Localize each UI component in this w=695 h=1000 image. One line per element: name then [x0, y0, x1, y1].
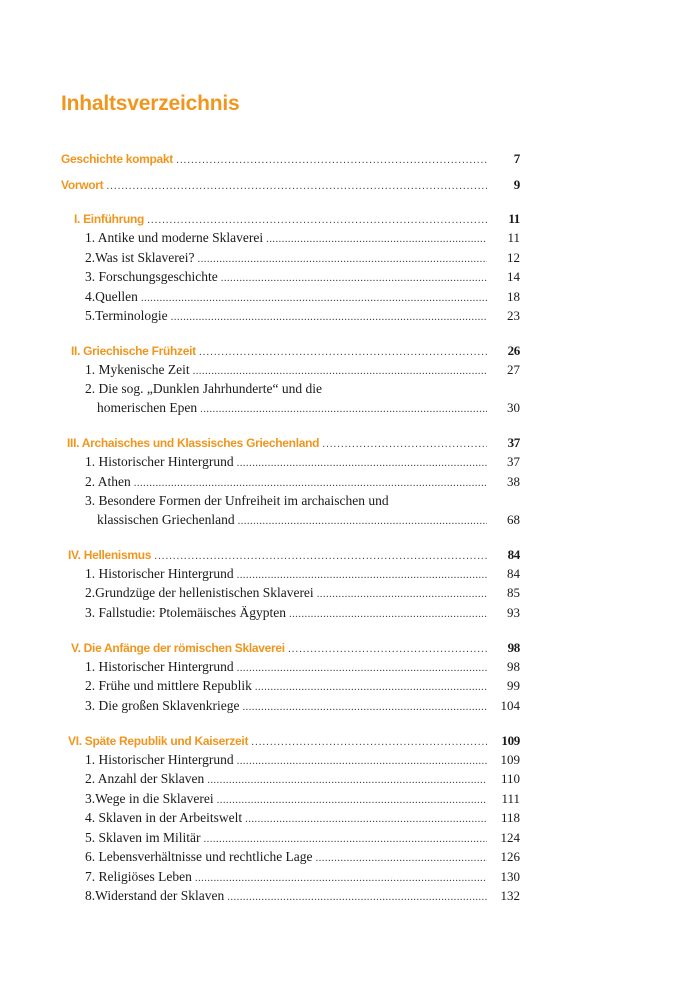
toc-page-number: 84 — [507, 547, 520, 562]
toc-label: 2.Grundzüge der hellenistischen Sklaverei — [85, 585, 314, 600]
leader-dots — [200, 403, 487, 415]
toc-section[interactable] — [85, 474, 520, 493]
toc-section[interactable] — [85, 752, 520, 771]
leader-dots — [176, 154, 487, 166]
leader-dots — [195, 872, 487, 884]
toc-page-number: 93 — [507, 605, 520, 620]
toc-label: III. Archaisches und Klassisches Griechenland — [67, 436, 320, 450]
toc-page-number: 30 — [507, 400, 520, 415]
leader-dots — [227, 891, 487, 903]
leader-dots — [106, 180, 487, 192]
leader-dots — [251, 736, 487, 748]
toc-section[interactable] — [85, 869, 520, 888]
toc-page-number: 99 — [507, 678, 520, 693]
toc-chapter-3[interactable] — [67, 435, 520, 454]
toc-page-number: 85 — [507, 585, 520, 600]
toc-section[interactable] — [85, 888, 520, 907]
toc-page-number: 38 — [507, 474, 520, 489]
leader-dots — [316, 852, 487, 864]
leader-dots — [198, 253, 487, 265]
toc-page-number: 7 — [513, 151, 520, 166]
toc-page-number: 26 — [507, 343, 520, 358]
toc-page-number: 110 — [500, 771, 520, 786]
toc-entry-geschichte-kompakt[interactable] — [61, 151, 520, 170]
toc-section[interactable] — [85, 791, 520, 810]
toc-section[interactable] — [85, 362, 520, 381]
leader-dots — [147, 214, 487, 226]
toc-page-number: 104 — [500, 698, 520, 713]
leader-dots — [171, 311, 487, 323]
leader-dots — [204, 833, 488, 845]
toc-section[interactable] — [85, 678, 520, 697]
toc-label: VI. Späte Republik und Kaiserzeit — [68, 734, 249, 748]
page-title: Inhaltsverzeichnis — [61, 92, 240, 115]
toc-page-number: 109 — [501, 733, 520, 748]
toc-label: 1. Historischer Hintergrund — [85, 454, 234, 469]
leader-dots — [141, 292, 487, 304]
toc-label: 2. Athen — [85, 474, 131, 489]
toc-label: 1. Historischer Hintergrund — [85, 566, 234, 581]
leader-dots — [134, 477, 487, 489]
toc-page-number: 18 — [507, 289, 520, 304]
leader-dots — [193, 365, 487, 377]
toc-chapter-6[interactable] — [68, 733, 520, 752]
leader-dots — [238, 515, 487, 527]
toc-page-number: 23 — [507, 308, 520, 323]
leader-dots — [322, 438, 487, 450]
toc-label: 2. Frühe und mittlere Republik — [85, 678, 252, 693]
leader-dots — [237, 755, 487, 767]
leader-dots — [237, 662, 487, 674]
toc-chapter-2[interactable] — [71, 343, 520, 362]
toc-chapter-4[interactable] — [68, 547, 520, 566]
toc-label: 4.Quellen — [85, 289, 138, 304]
toc-section-label-line1[interactable]: 3. Besondere Formen der Unfreiheit im archaischen und — [85, 493, 389, 508]
toc-entry-vorwort[interactable] — [61, 177, 520, 196]
toc-section[interactable] — [85, 605, 520, 624]
toc-label: 8.Widerstand der Sklaven — [85, 888, 225, 903]
toc-label: 2.Was ist Sklaverei? — [85, 250, 195, 265]
toc-section[interactable] — [85, 585, 520, 604]
toc-section[interactable] — [97, 400, 520, 419]
toc-page-number: 11 — [508, 211, 520, 226]
toc-page-number: 98 — [507, 659, 520, 674]
toc-label: V. Die Anfänge der römischen Sklaverei — [71, 641, 285, 655]
toc-label-continuation: homerischen Epen — [97, 400, 198, 415]
leader-dots — [288, 643, 487, 655]
toc-section[interactable] — [85, 659, 520, 678]
toc-page-number: 14 — [507, 269, 520, 284]
leader-dots — [221, 272, 487, 284]
toc-page-number: 11 — [507, 230, 520, 245]
leader-dots — [317, 588, 487, 600]
toc-page-number: 111 — [501, 791, 520, 806]
toc-label: I. Einführung — [74, 212, 145, 226]
leader-dots — [289, 608, 487, 620]
toc-label: Vorwort — [61, 178, 104, 192]
toc-label: 3. Die großen Sklavenkriege — [85, 698, 240, 713]
toc-label: 1. Historischer Hintergrund — [85, 659, 234, 674]
toc-section[interactable] — [85, 250, 520, 269]
toc-section[interactable] — [85, 454, 520, 473]
leader-dots — [217, 794, 487, 806]
toc-section[interactable] — [85, 849, 520, 868]
leader-dots — [207, 774, 487, 786]
toc-page-number: 9 — [513, 177, 520, 192]
toc-page-number: 12 — [507, 250, 520, 265]
toc-label: Geschichte kompakt — [61, 152, 173, 166]
toc-label: 5. Sklaven im Militär — [85, 830, 201, 845]
toc-page-number: 37 — [507, 435, 520, 450]
leader-dots — [255, 681, 487, 693]
toc-chapter-5[interactable] — [71, 640, 520, 659]
toc-page-number: 27 — [507, 362, 520, 377]
leader-dots — [266, 233, 487, 245]
toc-page-number: 130 — [500, 869, 520, 884]
leader-dots — [242, 701, 487, 713]
toc-section[interactable] — [97, 512, 520, 531]
toc-chapter-1[interactable] — [74, 211, 520, 230]
toc-label: 4. Sklaven in der Arbeitswelt — [85, 810, 243, 825]
toc-label: 6. Lebensverhältnisse und rechtliche Lage — [85, 849, 313, 864]
toc-page-number: 98 — [507, 640, 520, 655]
toc-page-number: 126 — [500, 849, 520, 864]
toc-label: 7. Religiöses Leben — [85, 869, 192, 884]
toc-section[interactable] — [85, 289, 520, 308]
leader-dots — [237, 569, 487, 581]
toc-section[interactable] — [85, 308, 520, 327]
toc-section[interactable] — [85, 810, 520, 829]
toc-page-number: 118 — [500, 810, 520, 825]
toc-label: 5.Terminologie — [85, 308, 168, 323]
toc-label: 1. Mykenische Zeit — [85, 362, 190, 377]
toc-label: IV. Hellenismus — [68, 548, 152, 562]
toc-page-number: 68 — [507, 512, 520, 527]
toc-label: 3.Wege in die Sklaverei — [85, 791, 214, 806]
toc-label: 3. Forschungsgeschichte — [85, 269, 218, 284]
toc-section-label-line1[interactable]: 2. Die sog. „Dunklen Jahrhunderte“ und die — [85, 381, 322, 396]
toc-page-number: 84 — [507, 566, 520, 581]
toc-label: 1. Antike und moderne Sklaverei — [85, 230, 264, 245]
toc-page-number: 109 — [500, 752, 520, 767]
leader-dots — [245, 813, 487, 825]
toc-section[interactable] — [85, 830, 520, 849]
leader-dots — [199, 346, 487, 358]
toc-page-number: 37 — [507, 454, 520, 469]
toc-label: II. Griechische Frühzeit — [71, 344, 196, 358]
toc-section[interactable] — [85, 698, 520, 717]
toc-section[interactable] — [85, 230, 520, 249]
toc-label: 3. Fallstudie: Ptolemäisches Ägypten — [85, 605, 286, 620]
toc-label: 1. Historischer Hintergrund — [85, 752, 234, 767]
toc-section[interactable] — [85, 566, 520, 585]
toc-section[interactable] — [85, 269, 520, 288]
toc-label: 2. Anzahl der Sklaven — [85, 771, 205, 786]
leader-dots — [237, 457, 487, 469]
toc-page-number: 124 — [500, 830, 520, 845]
toc-section[interactable] — [85, 771, 520, 790]
toc-page-number: 132 — [500, 888, 520, 903]
leader-dots — [154, 550, 487, 562]
toc-label-continuation: klassischen Griechenland — [97, 512, 235, 527]
